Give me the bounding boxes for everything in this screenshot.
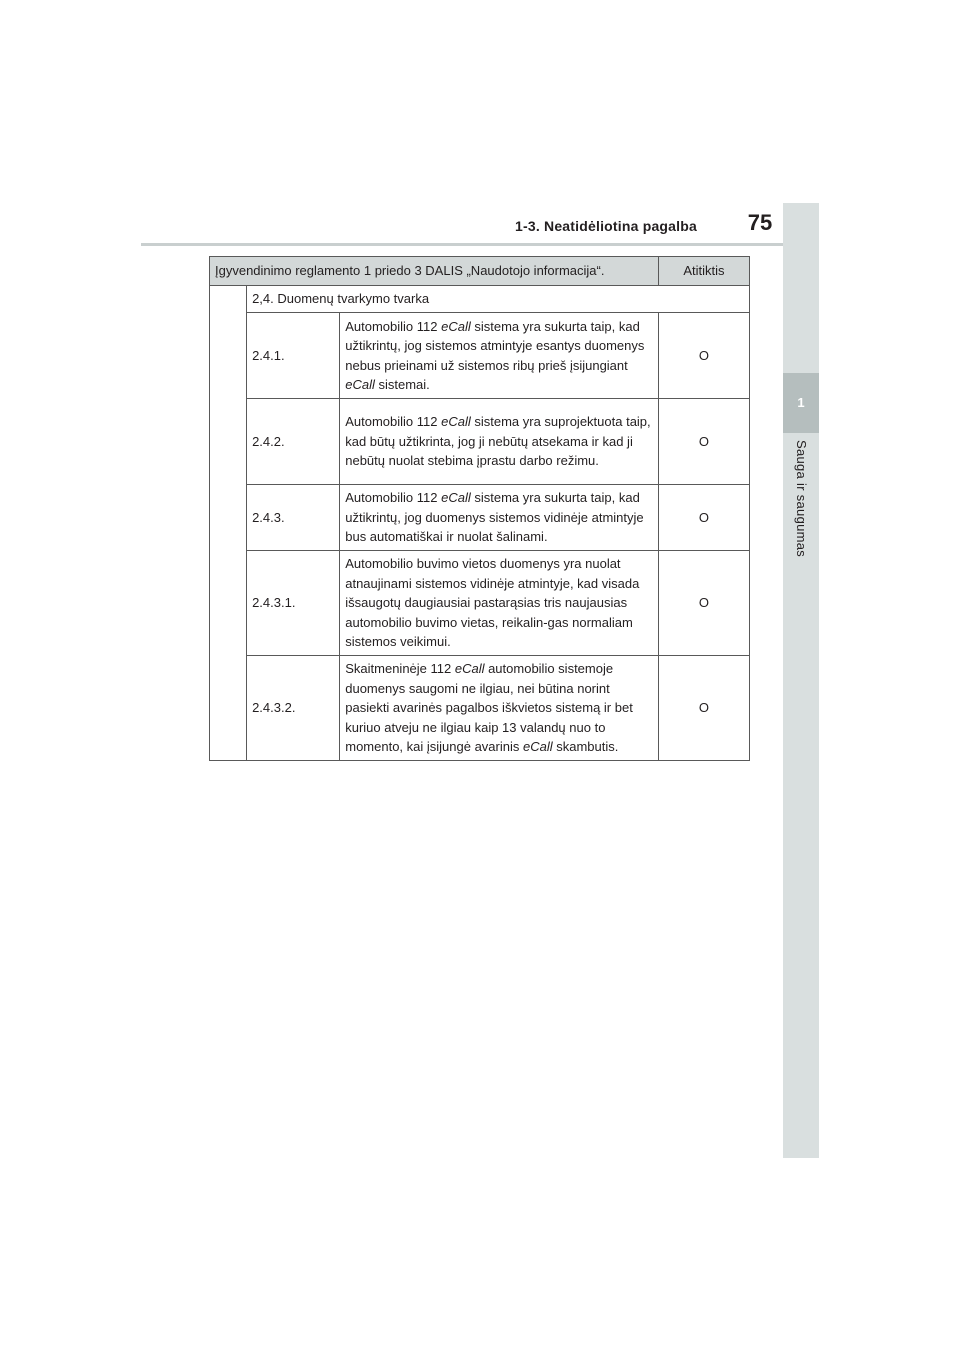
table-row [210,399,750,485]
row-requirement-text [340,485,659,551]
text-fragment: Skaitmeninėje 112 [345,661,455,677]
blank-indent-cell [210,286,247,761]
table-row [210,313,750,399]
section-title: 1-3. Neatidėliotina pagalba [515,218,697,234]
table-header-row [210,257,750,286]
chapter-side-tab [783,203,819,1158]
header-divider [141,243,783,246]
text-fragment: sistema yra suprojektuota taip, kad būtų užtikrinta, jog ji nebūtų atsekama ir kad ji nebūtų nuolat stebima įprastu darbo režimu. [345,414,651,469]
ecall-term: eCall [441,318,471,334]
ecall-term: eCall [345,377,375,392]
row-id: 2.4.3.2. [247,656,340,761]
text-fragment: Automobilio buvimo vietos duomenys yra nuolat atnaujinami sistemos vidinėje atmintyje, kad visada išsaugotų daugiausiai pastarąsias tris naujausias automobilio buvimo vietas, reikalin-gas normaliam sistemos veikimui. [345,556,640,650]
compliance-column-header: Atitiktis [658,257,749,286]
requirements-table [209,256,750,761]
row-requirement-text [340,313,659,399]
ecall-term: eCall [522,739,553,755]
row-requirement-text [340,399,659,485]
requirement-column-header: Įgyvendinimo reglamento 1 priedo 3 DALIS „Naudotojo informacija“. [210,257,659,286]
section-heading: 2,4. Duomenų tvarkymo tvarka [247,286,750,313]
table-row [210,551,750,656]
compliance-mark: O [658,551,749,656]
text-fragment: skambutis. [552,739,619,755]
row-id: 2.4.3. [247,485,340,551]
row-requirement-text [340,656,659,761]
row-id: 2.4.2. [247,399,340,485]
row-id: 2.4.3.1. [247,551,340,656]
table-row [210,656,750,761]
ecall-term: eCall [441,414,471,430]
text-fragment: Automobilio 112 [345,490,442,506]
text-fragment: sistema yra sukurta taip, kad užtikrintų, jog sistemos atmintyje esantys duomenys nebus prieinami už sistemos ribų prieš įsijungiant [345,318,645,373]
ecall-term: eCall [454,661,485,677]
compliance-mark: O [658,399,749,485]
compliance-mark: O [658,485,749,551]
text-fragment: Automobilio 112 [345,414,442,430]
row-id: 2.4.1. [247,313,340,399]
text-fragment: automobilio sistemoje duomenys saugomi ne ilgiau, nei būtina norint pasiekti avarinės pagalbos iškvietos sistemą ir bet kuriuo atveju ne ilgiau kaip 13 valandų nuo to momento, kai įsijungė avarinis [345,661,633,755]
chapter-label: Sauga ir saugumas [794,440,809,558]
row-requirement-text [340,551,659,656]
page-number: 75 [747,210,773,235]
compliance-mark: O [658,313,749,399]
text-fragment: Automobilio 112 [345,318,442,334]
chapter-number: 1 [797,395,805,410]
ecall-term: eCall [441,490,471,506]
text-fragment: sistema yra sukurta taip, kad užtikrintų, jog duomenys sistemos vidinėje atmintyje bus automatiškai ir nuolat šalinami. [345,490,644,545]
table-row [210,485,750,551]
compliance-mark: O [658,656,749,761]
section-row [210,286,750,313]
text-fragment: sistemai. [374,377,430,392]
